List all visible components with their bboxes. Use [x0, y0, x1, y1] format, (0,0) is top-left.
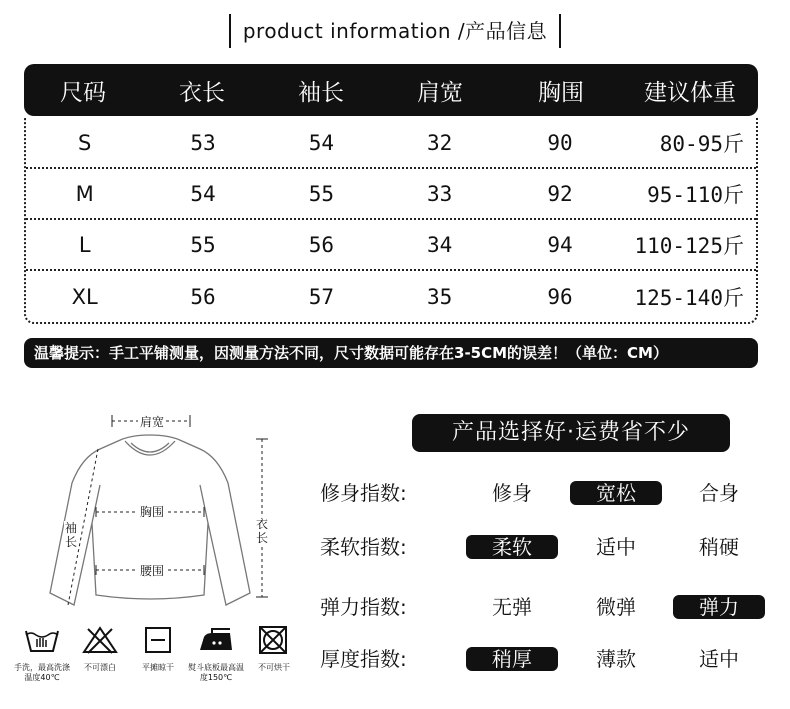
cell-chest: 90 [547, 130, 573, 155]
care-no-bleach [70, 625, 130, 673]
cell-sleeve: 54 [308, 130, 334, 155]
thickness-index-row [320, 644, 780, 674]
softness-index-row [320, 532, 780, 562]
attr-option: 微弹 [596, 595, 636, 619]
cell-chest: 94 [547, 232, 573, 257]
hang-dry-icon [138, 625, 178, 655]
cell-shoulder: 32 [427, 130, 453, 155]
cell-chest: 92 [547, 181, 573, 206]
attr-label: 修身指数: [320, 481, 407, 505]
header-shoulder: 肩宽 [417, 79, 463, 106]
fit-index-row [320, 478, 780, 508]
cell-length: 53 [190, 130, 216, 155]
care-text: 平摊晾干 [142, 663, 174, 672]
attr-option-selected: 弹力 [673, 595, 765, 619]
attr-option-selected: 稍厚 [466, 647, 558, 671]
attr-option: 修身 [492, 481, 532, 505]
cell-size: S [78, 130, 92, 155]
no-bleach-icon [80, 625, 120, 655]
cell-shoulder: 33 [427, 181, 453, 206]
cell-weight: 95-110斤 [647, 182, 744, 207]
care-text: 不可烘干 [258, 663, 290, 672]
cell-sleeve: 57 [308, 284, 334, 309]
title-bar [0, 14, 790, 48]
attr-label: 柔软指数: [320, 535, 407, 559]
attr-option: 稍硬 [699, 535, 739, 559]
attr-option-selected: 宽松 [570, 481, 662, 505]
care-hand-wash [12, 625, 72, 683]
header-sleeve: 袖长 [298, 79, 344, 106]
cell-size: M [75, 181, 94, 206]
attr-option: 合身 [699, 481, 739, 505]
cell-length: 56 [190, 284, 216, 309]
cell-size: XL [71, 284, 98, 309]
table-row [26, 220, 756, 271]
chest-label: 胸围 [140, 505, 165, 519]
cell-length: 54 [190, 181, 216, 206]
table-row [26, 271, 756, 322]
care-text: 熨斗底板最高温度150℃ [188, 663, 244, 682]
shoulder-label: 肩宽 [140, 415, 165, 429]
cell-weight: 80-95斤 [659, 131, 744, 156]
elasticity-index-row [320, 592, 780, 622]
length-label: 衣长 [255, 517, 268, 545]
attr-option: 适中 [596, 535, 636, 559]
attr-label: 弹力指数: [320, 595, 407, 619]
header-chest: 胸围 [538, 79, 584, 106]
table-header [24, 64, 758, 116]
header-weight: 建议体重 [644, 79, 736, 106]
cell-weight: 125-140斤 [634, 285, 744, 310]
cell-shoulder: 34 [427, 232, 453, 257]
attr-option: 薄款 [596, 647, 636, 671]
iron-icon [196, 625, 236, 655]
hand-wash-icon [22, 625, 62, 655]
header-size: 尺码 [60, 79, 106, 106]
features-title: 产品选择好·运费省不少 [412, 414, 730, 452]
care-iron [186, 625, 246, 683]
table-row [26, 118, 756, 169]
attr-label: 厚度指数: [320, 647, 407, 671]
size-table [24, 64, 758, 324]
cell-sleeve: 56 [308, 232, 334, 257]
cell-weight: 110-125斤 [634, 233, 744, 258]
waist-label: 腰围 [140, 564, 165, 578]
measurement-notice: 温馨提示：手工平铺测量，因测量方法不同，尺寸数据可能存在3-5CM的误差！（单位：CM） [24, 338, 758, 368]
attr-option: 适中 [699, 647, 739, 671]
attr-option-selected: 柔软 [466, 535, 558, 559]
cell-size: L [78, 232, 91, 257]
table-body [24, 118, 758, 324]
page-title: product information /产品信息 [229, 14, 561, 48]
care-text: 手洗，最高洗涤温度40℃ [14, 663, 70, 682]
cell-sleeve: 55 [308, 181, 334, 206]
cell-chest: 96 [547, 284, 573, 309]
table-row [26, 169, 756, 220]
cell-shoulder: 35 [427, 284, 453, 309]
sleeve-label: 袖长 [64, 521, 77, 549]
care-hang-dry [128, 625, 188, 673]
care-text: 不可漂白 [84, 663, 116, 672]
care-no-tumble-dry [244, 625, 304, 673]
no-tumble-dry-icon [254, 625, 294, 655]
cell-length: 55 [190, 232, 216, 257]
header-length: 衣长 [179, 79, 225, 106]
attr-option: 无弹 [492, 595, 532, 619]
